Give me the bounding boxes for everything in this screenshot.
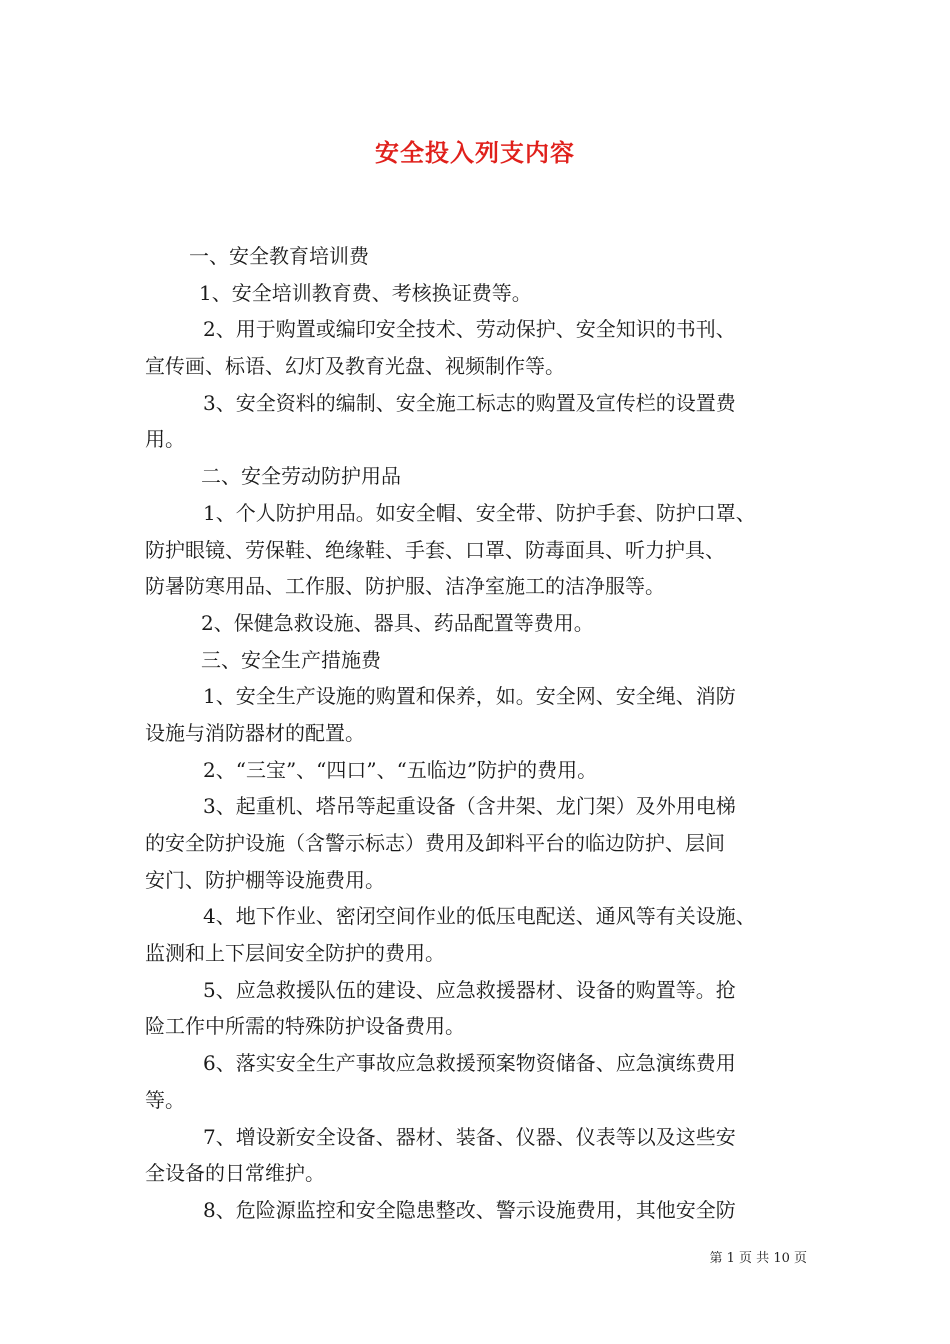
paragraph-line: 等。 xyxy=(145,1087,185,1112)
paragraph-line: 宣传画、标语、幻灯及教育光盘、视频制作等。 xyxy=(145,354,565,379)
paragraph-line: 用。 xyxy=(145,427,185,452)
paragraph-line: 防护眼镜、劳保鞋、绝缘鞋、手套、口罩、防毒面具、听力护具、 xyxy=(145,537,725,562)
paragraph-line: 的安全防护设施（含警示标志）费用及卸料平台的临边防护、层间 xyxy=(145,831,725,855)
paragraph-line: 1、安全生产设施的购置和保养，如。安全网、安全绳、消防 xyxy=(203,684,736,709)
paragraph-line: 安门、防护棚等设施费用。 xyxy=(145,867,385,892)
document-title: 安全投入列支内容 xyxy=(375,138,575,167)
paragraph-line: 5、应急救援队伍的建设、应急救援器材、设备的购置等。抢 xyxy=(203,977,736,1002)
paragraph-line: 监测和上下层间安全防护的费用。 xyxy=(145,941,445,966)
paragraph-line: 4、地下作业、密闭空间作业的低压电配送、通风等有关设施、 xyxy=(203,904,756,929)
page-number: 第 1 页 共 10 页 xyxy=(709,1251,807,1266)
paragraph-line: 3、安全资料的编制、安全施工标志的购置及宣传栏的设置费 xyxy=(203,390,736,415)
paragraph-line: 设施与消防器材的配置。 xyxy=(145,720,365,745)
paragraph-line: 1、个人防护用品。如安全帽、安全带、防护手套、防护口罩、 xyxy=(203,500,756,525)
paragraph-line: 7、增设新安全设备、器材、装备、仪器、仪表等以及这些安 xyxy=(203,1124,736,1149)
section-heading: 一、安全教育培训费 xyxy=(189,244,369,268)
paragraph-line: 1、安全培训教育费、考核换证费等。 xyxy=(199,280,532,305)
section-heading: 三、安全生产措施费 xyxy=(201,647,381,672)
paragraph-line: 险工作中所需的特殊防护设备费用。 xyxy=(145,1014,465,1039)
section-heading: 二、安全劳动防护用品 xyxy=(201,464,401,489)
paragraph-line: 8、危险源监控和安全隐患整改、警示设施费用，其他安全防 xyxy=(203,1197,736,1222)
document-body xyxy=(145,238,811,1229)
paragraph-line: 全设备的日常维护。 xyxy=(145,1161,325,1186)
paragraph-line: 3、起重机、塔吊等起重设备（含井架、龙门架）及外用电梯 xyxy=(203,794,736,819)
paragraph-line: 2、“三宝”、“四口”、“五临边”防护的费用。 xyxy=(203,757,598,782)
paragraph-line: 2、用于购置或编印安全技术、劳动保护、安全知识的书刊、 xyxy=(203,317,736,342)
paragraph-line: 防暑防寒用品、工作服、防护服、洁净室施工的洁净服等。 xyxy=(145,574,665,599)
paragraph-line: 6、落实安全生产事故应急救援预案物资储备、应急演练费用 xyxy=(203,1051,736,1076)
paragraph-line: 2、保健急救设施、器具、药品配置等费用。 xyxy=(201,610,594,635)
